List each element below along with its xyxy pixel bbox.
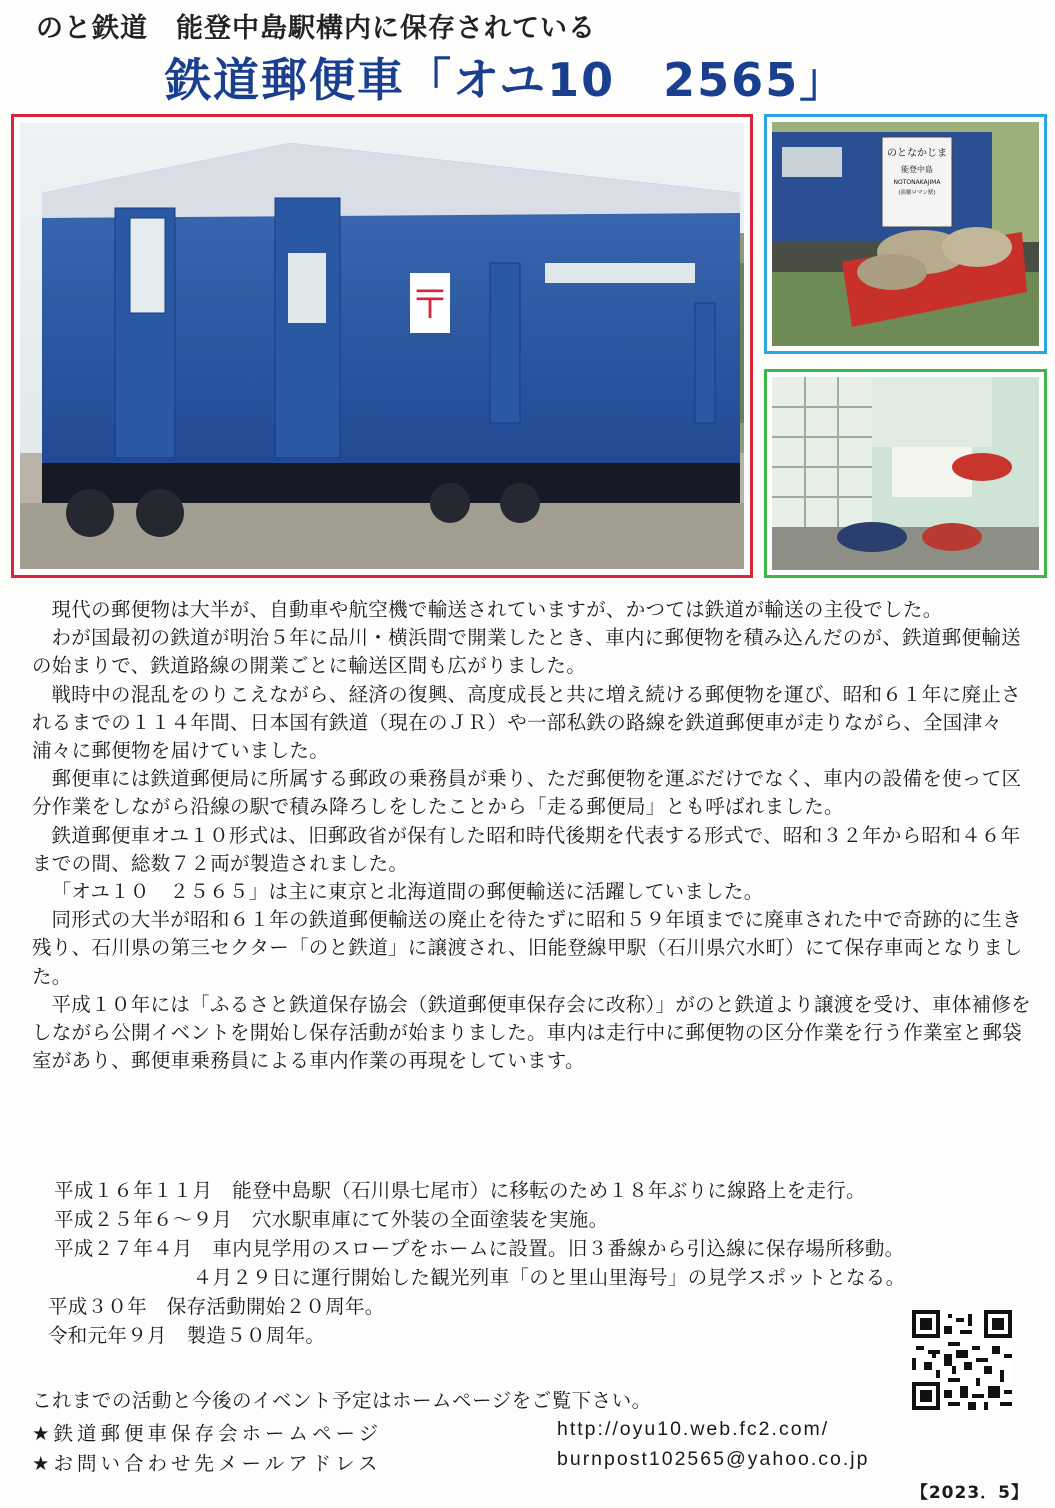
chronology-item: 平成２７年４月 車内見学用のスロープをホームに設置。旧３番線から引込線に保存場所移動。 bbox=[54, 1237, 905, 1260]
paragraph: 同形式の大半が昭和６１年の鉄道郵便輸送の廃止を待たずに昭和５９年頃までに廃車された中で奇跡的に生き残り、石川県の第三セクター「のと鉄道」に譲渡され、旧能登線甲駅（石川県穴水町）にて保存車両となりました。 bbox=[32, 908, 1023, 988]
body-text bbox=[32, 596, 1032, 1075]
paragraph: 「オユ１０ ２５６５」は主に東京と北海道間の郵便輸送に活躍していました。 bbox=[51, 880, 764, 904]
sign-line1: のとなかじま bbox=[887, 148, 947, 159]
chronology-item: 平成３０年 保存活動開始２０周年。 bbox=[48, 1295, 385, 1318]
page-subtitle: のと鉄道 能登中島駅構内に保存されている bbox=[36, 13, 596, 44]
homepage-label: ★鉄道郵便車保存会ホームページ bbox=[32, 1422, 383, 1445]
station-sign-photo bbox=[764, 114, 1047, 354]
paragraph: 鉄道郵便車オユ１０形式は、旧郵政省が保有した昭和時代後期を代表する形式で、昭和３２年から昭和４６年までの間、総数７２両が製造されました。 bbox=[32, 823, 1021, 875]
email-label: ★お問い合わせ先メールアドレス bbox=[32, 1452, 382, 1475]
email-link[interactable]: burnpost102565@yahoo.co.jp bbox=[557, 1448, 870, 1470]
paragraph: 現代の郵便物は大半が、自動車や航空機で輸送されていますが、かつては鉄道が輸送の主役でした。 bbox=[51, 598, 943, 621]
sign-line3: NOTONAKAJIMA bbox=[893, 179, 941, 186]
homepage-notice: これまでの活動と今後のイベント予定はホームページをご覧下さい。 bbox=[32, 1389, 652, 1412]
sign-line4: (演劇ロマン駅) bbox=[898, 190, 936, 196]
email-row bbox=[32, 1448, 870, 1476]
chronology-item: ４月２９日に運行開始した観光列車「のと里山里海号」の見学スポットとなる。 bbox=[54, 1266, 906, 1289]
main-railcar-photo bbox=[11, 114, 753, 578]
sorting-room-photo bbox=[764, 369, 1047, 578]
paragraph: 郵便車には鉄道郵便局に所属する郵政の乗務員が乗り、ただ郵便物を運ぶだけでなく、車内の設備を使って区分作業をしながら沿線の駅で積み降ろしをしたことから「走る郵便局」とも呼ばれました。 bbox=[32, 767, 1022, 819]
sign-line2: 能登中島 bbox=[901, 165, 933, 174]
homepage-link[interactable]: http://oyu10.web.fc2.com/ bbox=[557, 1418, 830, 1440]
paragraph: 戦時中の混乱をのりこえながら、経済の復興、高度成長と共に増え続ける郵便物を運び、昭和６１年に廃止されるまでの１１４年間、日本国有鉄道（現在のＪＲ）や一部私鉄の路線を鉄道郵便車が走りながら、全国津々浦々に郵便物を届けていました。 bbox=[32, 682, 1021, 763]
chronology-item: 平成１６年１１月 能登中島駅（石川県七尾市）に移転のため１８年ぶりに線路上を走行。 bbox=[54, 1179, 866, 1202]
paragraph: わが国最初の鉄道が明治５年に品川・横浜間で開業したとき、車内に郵便物を積み込んだのが、鉄道郵便輸送の始まりで、鉄道路線の開業ごとに輸送区間も広がりました。 bbox=[32, 626, 1021, 678]
svg-text:〒: 〒 bbox=[410, 282, 450, 328]
issue-date: 【2023．5】 bbox=[910, 1483, 1029, 1503]
paragraph: 平成１０年には「ふるさと鉄道保存協会（鉄道郵便車保存会に改称）」がのと鉄道より譲渡を受け、車体補修をしながら公開イベントを開始し保存活動が始まりました。車内は走行中に郵便物の区分作業を行う作業室と郵袋室があり、郵便車乗務員による車内作業の再現をしています。 bbox=[32, 992, 1031, 1073]
page-title: 鉄道郵便車「オユ10 2565」 bbox=[165, 53, 848, 107]
chronology-item: 平成２５年６～９月 穴水駅車庫にて外装の全面塗装を実施。 bbox=[54, 1208, 609, 1231]
qr-code-icon[interactable] bbox=[912, 1310, 1012, 1410]
homepage-row bbox=[32, 1418, 830, 1446]
chronology-item: 令和元年９月 製造５０周年。 bbox=[48, 1324, 326, 1347]
